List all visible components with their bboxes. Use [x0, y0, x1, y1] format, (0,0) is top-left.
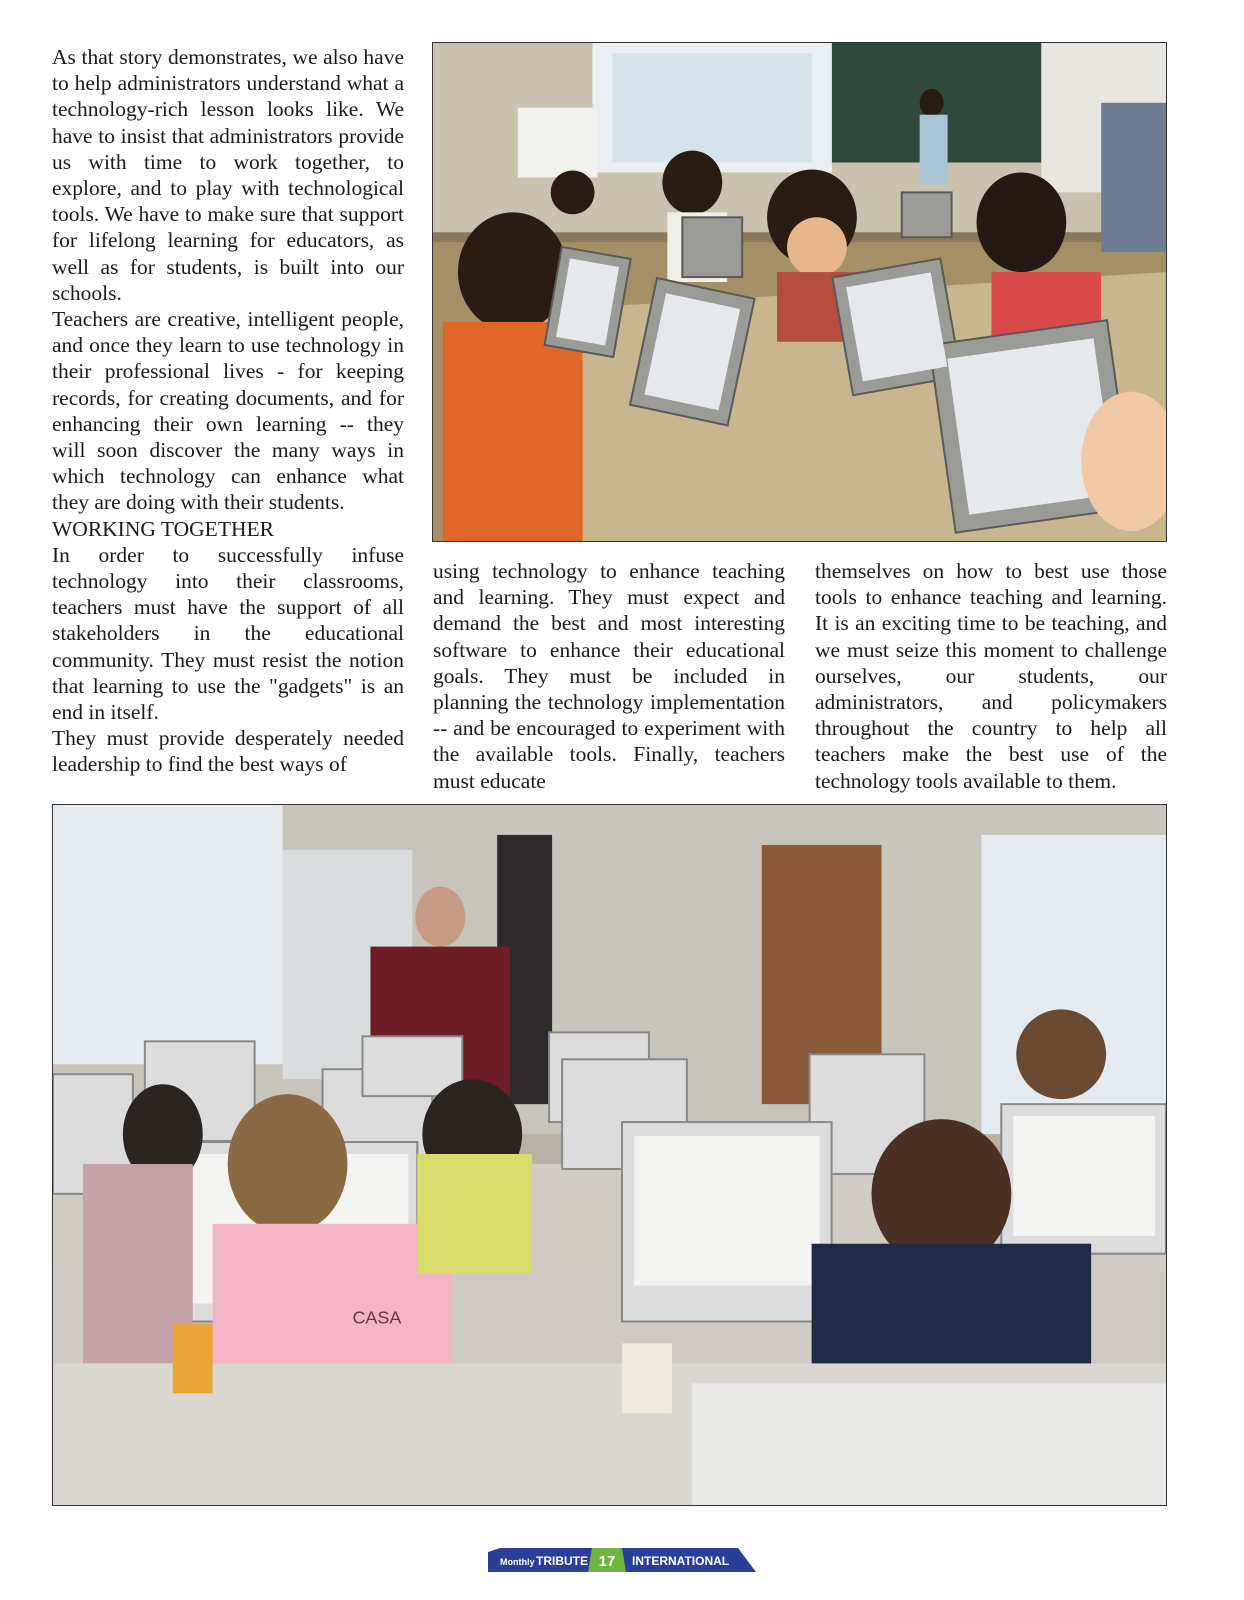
classroom-tablets-illustration [433, 43, 1166, 541]
article-column-right [815, 558, 1167, 794]
footer-monthly: Monthly [500, 1557, 535, 1567]
paragraph-infuse-technology: In order to successfully infuse technology into their classrooms, teachers must have the support of all stakeholders in the educational community. They must resist the notion that learning to use the "gadgets" is an end in itself. [52, 542, 404, 725]
page-number: 17 [598, 1553, 616, 1570]
paragraph-using-technology: using technology to enhance teaching and learning. They must expect and demand the best and most interesting software to enhance their educational goals. They must be included in planning the technology implementation -- and be encouraged to experiment with the available tools. Finally, teachers must educate [433, 559, 785, 793]
paragraph-teachers-creative: Teachers are creative, intelligent people, and once they learn to use technology in their professional lives - for keeping records, for creating documents, and for enhancing their own learning -- they will soon discover the many ways in which technology can enhance what they are doing with their students. [52, 307, 404, 515]
footer-banner-graphic [488, 1548, 756, 1572]
footer-tribute: TRIBUTE [536, 1554, 588, 1568]
article-column-middle [433, 558, 785, 794]
paragraph-leadership: They must provide desperately needed leadership to find the best ways of [52, 726, 404, 777]
classroom-tablets-photo [432, 42, 1167, 542]
article-column-left [52, 44, 404, 778]
footer-banner [488, 1548, 756, 1572]
paragraph-themselves: themselves on how to best use those tools to enhance teaching and learning. It is an exciting time to be teaching, and we must seize this moment to challenge ourselves, our students, our administrators, and policymakers throughout the country to help all teachers make the best use of the technology tools available to them. [815, 559, 1167, 793]
computer-lab-illustration [53, 805, 1166, 1505]
shirt-text: CASA [352, 1307, 402, 1328]
section-heading-working-together: WORKING TOGETHER [52, 516, 274, 541]
computer-lab-photo [52, 804, 1167, 1506]
footer-international: INTERNATIONAL [632, 1554, 730, 1568]
paragraph-administrators: As that story demonstrates, we also have to help administrators understand what a technology-rich lesson looks like. We have to insist that administrators provide us with time to work together, to explore, and to play with technological tools. We have to make sure that support for lifelong learning for educators, as well as for students, is built into our schools. [52, 45, 404, 305]
